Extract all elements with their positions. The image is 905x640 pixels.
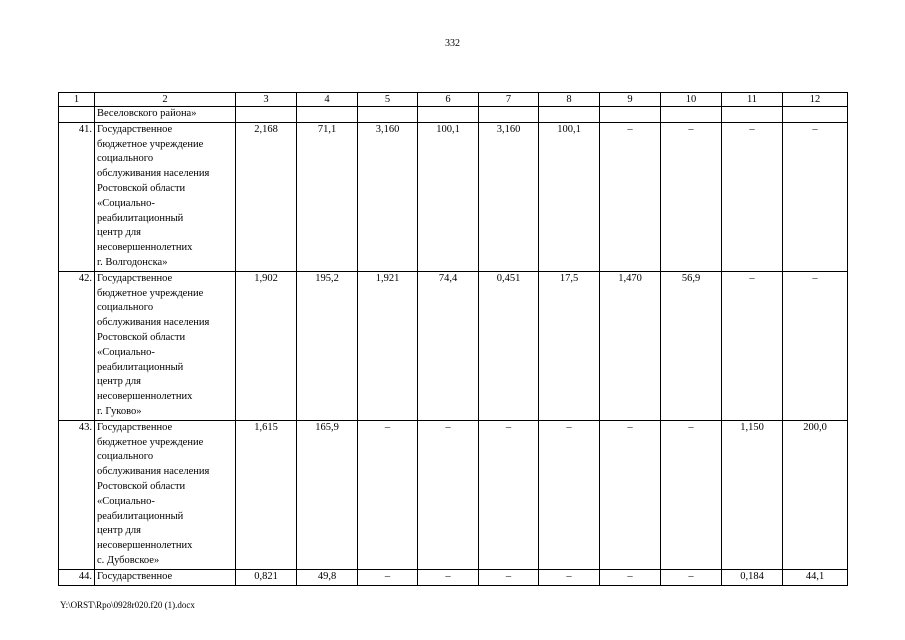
column-header: 9 bbox=[600, 93, 661, 107]
header-row bbox=[59, 93, 848, 107]
institution-name-cell: Государственное bbox=[95, 569, 236, 585]
row-number-cell: 44. bbox=[59, 569, 95, 585]
value-cell: 1,150 bbox=[722, 420, 783, 569]
value-cell: – bbox=[661, 122, 722, 271]
value-cell bbox=[539, 107, 600, 123]
column-header: 10 bbox=[661, 93, 722, 107]
institution-name-cell: Веселовского района» bbox=[95, 107, 236, 123]
value-cell: 0,821 bbox=[236, 569, 297, 585]
value-cell: 200,0 bbox=[783, 420, 848, 569]
value-cell: 1,921 bbox=[358, 271, 418, 420]
value-cell: 1,902 bbox=[236, 271, 297, 420]
value-cell: 1,470 bbox=[600, 271, 661, 420]
value-cell: – bbox=[722, 271, 783, 420]
value-cell: 3,160 bbox=[479, 122, 539, 271]
value-cell: – bbox=[539, 420, 600, 569]
column-header: 1 bbox=[59, 93, 95, 107]
value-cell: 17,5 bbox=[539, 271, 600, 420]
value-cell: 3,160 bbox=[358, 122, 418, 271]
value-cell: 165,9 bbox=[297, 420, 358, 569]
value-cell bbox=[661, 107, 722, 123]
value-cell: – bbox=[600, 420, 661, 569]
table-body bbox=[59, 93, 848, 586]
value-cell bbox=[358, 107, 418, 123]
column-header: 2 bbox=[95, 93, 236, 107]
column-header: 11 bbox=[722, 93, 783, 107]
value-cell: 44,1 bbox=[783, 569, 848, 585]
value-cell: 0,184 bbox=[722, 569, 783, 585]
value-cell: 49,8 bbox=[297, 569, 358, 585]
value-cell: – bbox=[479, 569, 539, 585]
value-cell: 100,1 bbox=[539, 122, 600, 271]
value-cell: – bbox=[661, 569, 722, 585]
value-cell: – bbox=[722, 122, 783, 271]
value-cell: 71,1 bbox=[297, 122, 358, 271]
institution-name-cell: Государственное бюджетное учреждение социального обслуживания населения Ростовской области «Социально- реабилитационный центр для несовершеннолетних г. Гуково» bbox=[95, 271, 236, 420]
column-header: 8 bbox=[539, 93, 600, 107]
row-number-cell bbox=[59, 107, 95, 123]
row-number-cell: 43. bbox=[59, 420, 95, 569]
value-cell: 2,168 bbox=[236, 122, 297, 271]
value-cell: – bbox=[783, 122, 848, 271]
continuation-row bbox=[59, 107, 848, 123]
value-cell: – bbox=[600, 569, 661, 585]
value-cell bbox=[783, 107, 848, 123]
column-header: 4 bbox=[297, 93, 358, 107]
row-number-cell: 42. bbox=[59, 271, 95, 420]
value-cell: – bbox=[418, 420, 479, 569]
value-cell: 100,1 bbox=[418, 122, 479, 271]
column-header: 5 bbox=[358, 93, 418, 107]
value-cell: – bbox=[661, 420, 722, 569]
value-cell: 1,615 bbox=[236, 420, 297, 569]
column-header: 3 bbox=[236, 93, 297, 107]
value-cell: – bbox=[418, 569, 479, 585]
value-cell: 195,2 bbox=[297, 271, 358, 420]
page-number: 332 bbox=[445, 38, 460, 49]
footer-file-path: Y:\ORST\Rpo\0928r020.f20 (1).docx bbox=[60, 600, 195, 610]
data-table bbox=[58, 92, 848, 586]
value-cell: 74,4 bbox=[418, 271, 479, 420]
value-cell bbox=[418, 107, 479, 123]
value-cell: – bbox=[600, 122, 661, 271]
column-header: 7 bbox=[479, 93, 539, 107]
value-cell bbox=[722, 107, 783, 123]
value-cell: – bbox=[539, 569, 600, 585]
value-cell bbox=[600, 107, 661, 123]
table-row bbox=[59, 569, 848, 585]
table-row bbox=[59, 420, 848, 569]
institution-name-cell: Государственное бюджетное учреждение социального обслуживания населения Ростовской области «Социально- реабилитационный центр для несовершеннолетних с. Дубовское» bbox=[95, 420, 236, 569]
table-row bbox=[59, 271, 848, 420]
value-cell: 56,9 bbox=[661, 271, 722, 420]
institution-name-cell: Государственное бюджетное учреждение социального обслуживания населения Ростовской области «Социально- реабилитационный центр для несовершеннолетних г. Волгодонска» bbox=[95, 122, 236, 271]
value-cell bbox=[297, 107, 358, 123]
value-cell: – bbox=[358, 420, 418, 569]
row-number-cell: 41. bbox=[59, 122, 95, 271]
column-header: 12 bbox=[783, 93, 848, 107]
table-row bbox=[59, 122, 848, 271]
value-cell bbox=[479, 107, 539, 123]
column-header: 6 bbox=[418, 93, 479, 107]
value-cell bbox=[236, 107, 297, 123]
value-cell: – bbox=[479, 420, 539, 569]
value-cell: – bbox=[358, 569, 418, 585]
value-cell: – bbox=[783, 271, 848, 420]
value-cell: 0,451 bbox=[479, 271, 539, 420]
